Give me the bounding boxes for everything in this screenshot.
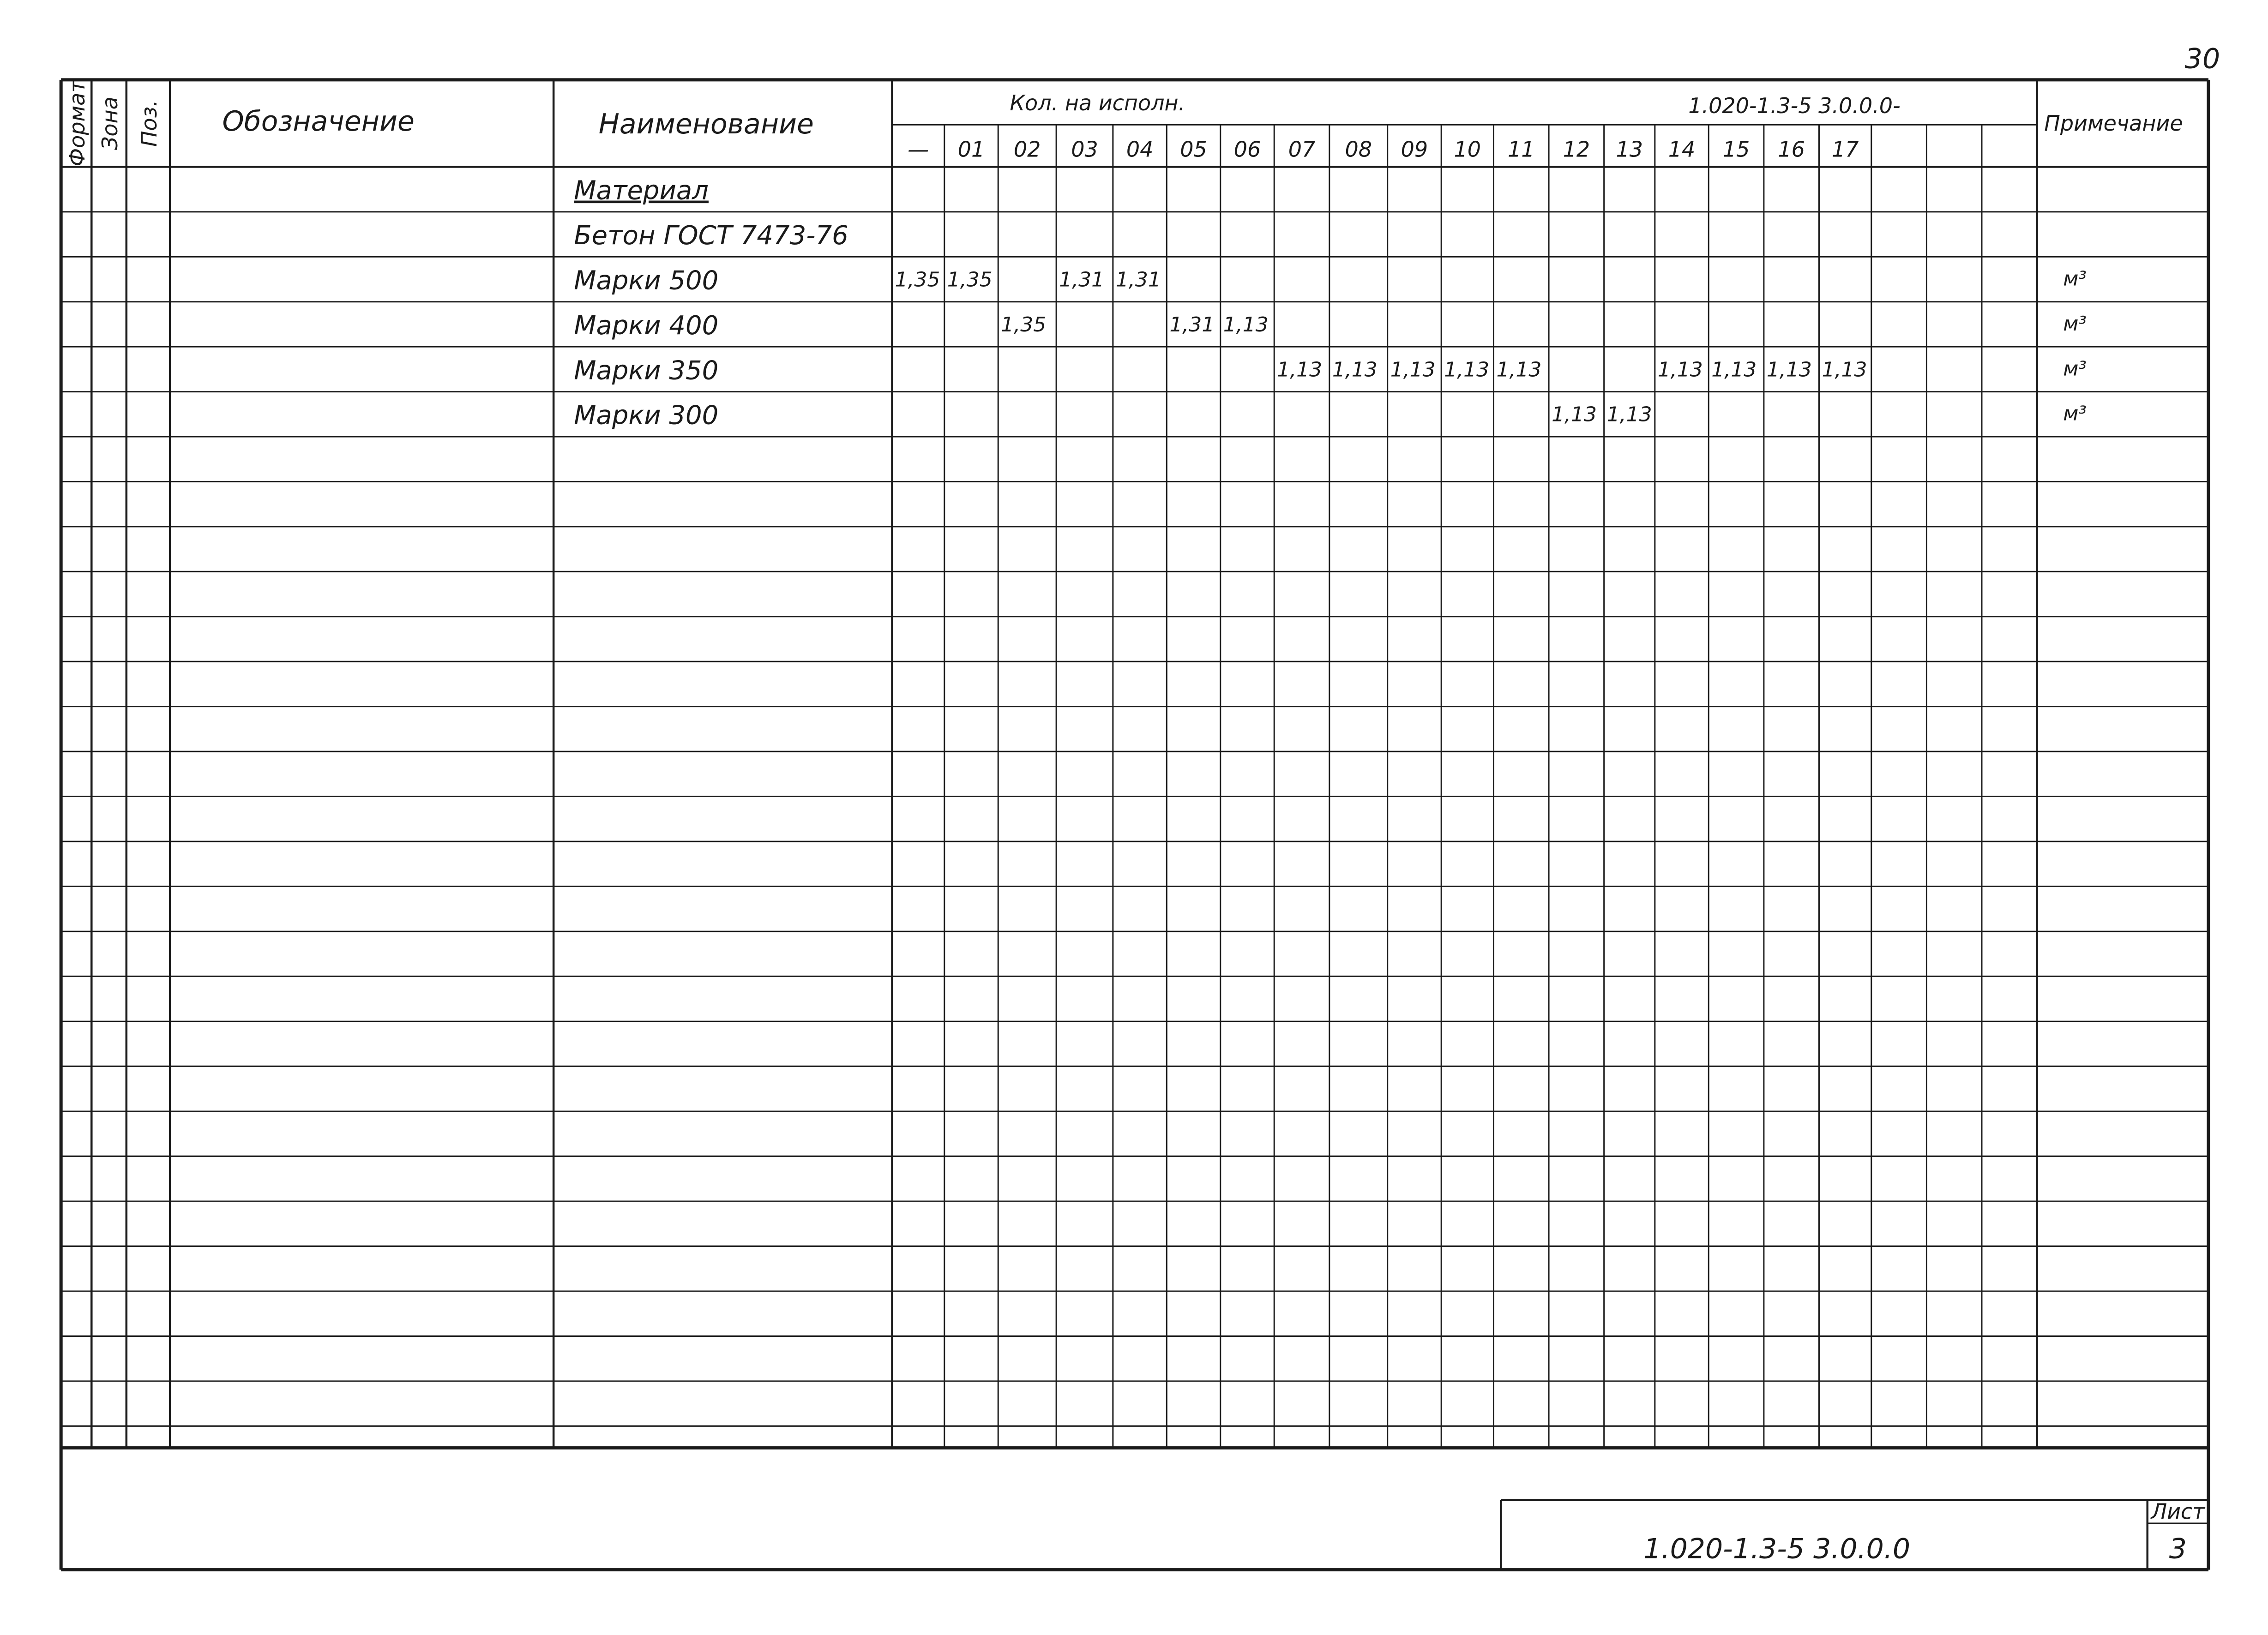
page-number: 30: [2184, 42, 2220, 75]
header-format-label: Формат: [65, 80, 90, 167]
table-grid: [61, 80, 2208, 1570]
variant-header-cell: 10: [1454, 137, 1481, 162]
quantity-cell: 1,13: [1766, 358, 1812, 382]
header-zone-label: Зона: [97, 96, 123, 150]
variant-header-cell: 15: [1722, 137, 1750, 162]
row-name-1: Материал: [574, 175, 709, 206]
row-note-4: м³: [2063, 312, 2087, 336]
variant-header-cell: 03: [1071, 137, 1098, 162]
header-pos-label: Поз.: [137, 100, 162, 147]
variant-header-cell: 14: [1668, 137, 1696, 162]
quantity-cell: 1,13: [1223, 313, 1269, 337]
row-note-6: м³: [2063, 402, 2087, 426]
quantity-cell: 1,35: [947, 268, 993, 292]
header-designation-label: Обозначение: [222, 105, 415, 138]
quantity-cell: 1,13: [1822, 358, 1867, 382]
quantity-cell: 1,13: [1496, 358, 1542, 382]
quantity-cell: 1,13: [1444, 358, 1490, 382]
header-qty-label: Кол. на исполн.: [1010, 90, 1185, 115]
row-name-5: Марки 350: [574, 355, 719, 386]
quantity-cell: 1,31: [1169, 313, 1215, 337]
quantity-cell: 1,31: [1115, 268, 1161, 292]
quantity-cell: 1,13: [1606, 403, 1652, 427]
variant-header-cell: 09: [1401, 137, 1428, 162]
row-name-6: Марки 300: [574, 400, 719, 431]
variant-header-cell: 04: [1126, 137, 1154, 162]
quantity-cell: 1,13: [1711, 358, 1757, 382]
row-name-4: Марки 400: [574, 310, 719, 341]
variant-header-cell: 08: [1345, 137, 1372, 162]
row-note-3: м³: [2063, 267, 2087, 291]
variant-header-cell: 17: [1831, 137, 1859, 162]
variant-header-cell: 16: [1778, 137, 1805, 162]
quantity-cell: 1,35: [895, 268, 940, 292]
quantity-cell: 1,13: [1277, 358, 1323, 382]
quantity-cell: 1,31: [1059, 268, 1105, 292]
variant-header-cell: 11: [1507, 137, 1535, 162]
quantity-cell: 1,13: [1552, 403, 1597, 427]
variant-header-cell: 05: [1180, 137, 1207, 162]
title-block-sheet-label: Лист: [2151, 1499, 2205, 1524]
row-name-2: Бетон ГОСТ 7473-76: [574, 221, 848, 251]
row-name-3: Марки 500: [574, 265, 719, 296]
variant-header-cell: —: [908, 137, 929, 162]
header-note-label: Примечание: [2044, 110, 2183, 136]
variant-header-cell: 02: [1013, 137, 1041, 162]
variant-header-cell: 07: [1288, 137, 1316, 162]
variant-header-cell: 12: [1563, 137, 1590, 162]
variant-header-cell: 06: [1233, 137, 1261, 162]
variant-header-cell: 01: [957, 137, 985, 162]
quantity-cell: 1,13: [1332, 358, 1378, 382]
title-block-doc-code: 1.020-1.3-5 3.0.0.0: [1643, 1533, 1911, 1565]
header-doc-code: 1.020-1.3-5 3.0.0.0-: [1688, 93, 1901, 119]
quantity-cell: 1,13: [1390, 358, 1436, 382]
row-note-5: м³: [2063, 357, 2087, 381]
quantity-cell: 1,13: [1657, 358, 1703, 382]
title-block-sheet-number: 3: [2169, 1533, 2187, 1565]
quantity-cell: 1,35: [1001, 313, 1047, 337]
variant-header-cell: 13: [1616, 137, 1643, 162]
header-name-label: Наименование: [598, 108, 814, 141]
